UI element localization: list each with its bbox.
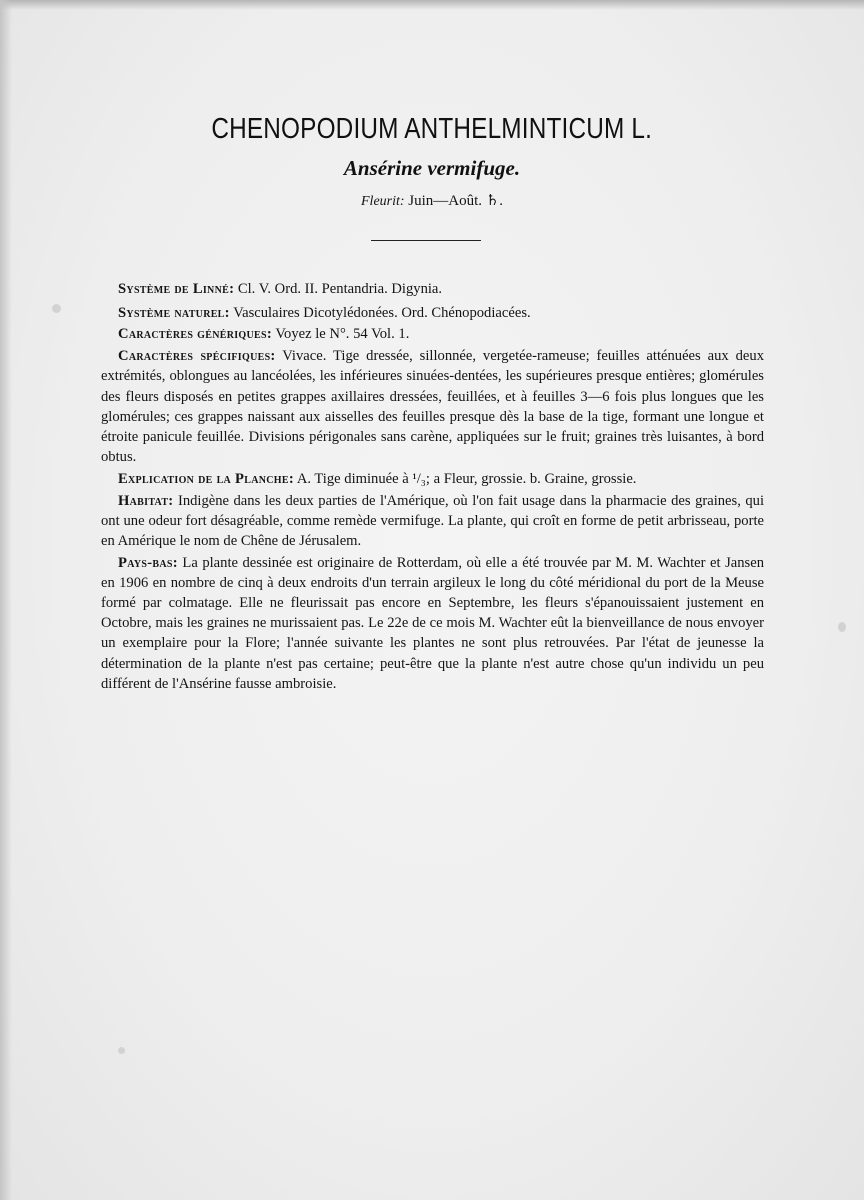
common-name: Ansérine vermifuge. <box>343 156 521 180</box>
paragraph-plate-explanation <box>101 469 764 489</box>
paragraph-label: Système de Linné: <box>118 281 235 297</box>
flowering-line <box>0 191 864 210</box>
paragraph-label: Système naturel: <box>118 304 230 321</box>
paragraph-text: La plante dessinée est originaire de Rotterdam, où elle a été trouvée par M. M. Wachter et Jansen en 1906 en nombre de cinq à deux endroits d'un terrain argileux le long du côté méridional du port de la Meuse formé par colmatage. Elle ne fleurissait pas encore en Septembre, les fleurs s'épanouissaient justement en Octobre, mais les graines ne murissaient pas. Le 22e de ce mois M. Wachter eût la bienveillance de nous envoyer un exemplaire pour la Flore; l'année suivante les plantes ne sont plus retrouvées. Par l'état de jeunesse la détermination de la plante n'est pas certaine; peut-être que la plante n'est autre chose qu'un individu un peu différent de l'Ansérine fausse ambroisie. <box>101 554 764 692</box>
scan-speck <box>52 304 61 313</box>
description-body <box>101 279 764 696</box>
paragraph-label: Pays-bas: <box>118 554 178 571</box>
paragraph-linnaeus-system <box>101 279 764 299</box>
flowering-label: Fleurit: <box>361 194 405 209</box>
page-title: CHENOPODIUM ANTHELMINTICUM L. <box>211 113 653 145</box>
paragraph-text: Cl. V. Ord. II. Pentandria. Digynia. <box>234 281 443 297</box>
paragraph-text: Vasculaires Dicotylédonées. Ord. Chénopodiacées. <box>229 304 531 321</box>
paragraph-text: Voyez le N°. 54 Vol. 1. <box>272 326 410 343</box>
scan-edge-top <box>0 0 864 10</box>
paragraph-label: Explication de la Planche: <box>118 470 294 487</box>
paragraph-specific-characters <box>101 346 764 467</box>
paragraph-text: Vivace. Tige dressée, sillonnée, vergetée-rameuse; feuilles atténuées aux deux extrémités, oblongues au lancéolées, les inférieures sinuées-dentées, les supérieures presque entières; glomérules des fleurs disposés en petites grappes axillaires dressées, feuillées, et à feuilles 3—6 fois plus longues que les glomérules; ces grappes naissant aux aisselles des feuilles presque dès la base de la tige, formant une longue et étroite panicule feuillée. Divisions périgonales sans carène, appliquées sur le fruit; graines très luisantes, à bord obtus. <box>101 348 764 466</box>
paragraph-natural-system <box>101 303 764 323</box>
paragraph-label: Habitat: <box>118 492 174 509</box>
scan-speck <box>838 622 846 632</box>
paragraph-label: Caractères spécifiques: <box>118 348 276 365</box>
paragraph-generic-characters <box>101 324 764 344</box>
paragraph-netherlands <box>101 553 764 694</box>
paragraph-text: Indigène dans les deux parties de l'Amérique, où l'on fait usage dans la pharmacie des graines, qui ont une odeur fort désagréable, comme remède vermifuge. La plante, qui croît en forme de petit arbrisseau, porte en Amérique le nom de Chêne de Jérusalem. <box>101 492 764 549</box>
paragraph-label: Caractères génériques: <box>118 326 273 343</box>
paragraph-habitat <box>101 491 764 552</box>
paragraph-text: A. Tige diminuée à ¹/₃; a Fleur, grossie. b. Graine, grossie. <box>293 470 637 487</box>
scan-speck <box>118 1047 125 1054</box>
flowering-value: Juin—Août. ♄. <box>408 193 503 209</box>
title-divider <box>371 240 481 241</box>
